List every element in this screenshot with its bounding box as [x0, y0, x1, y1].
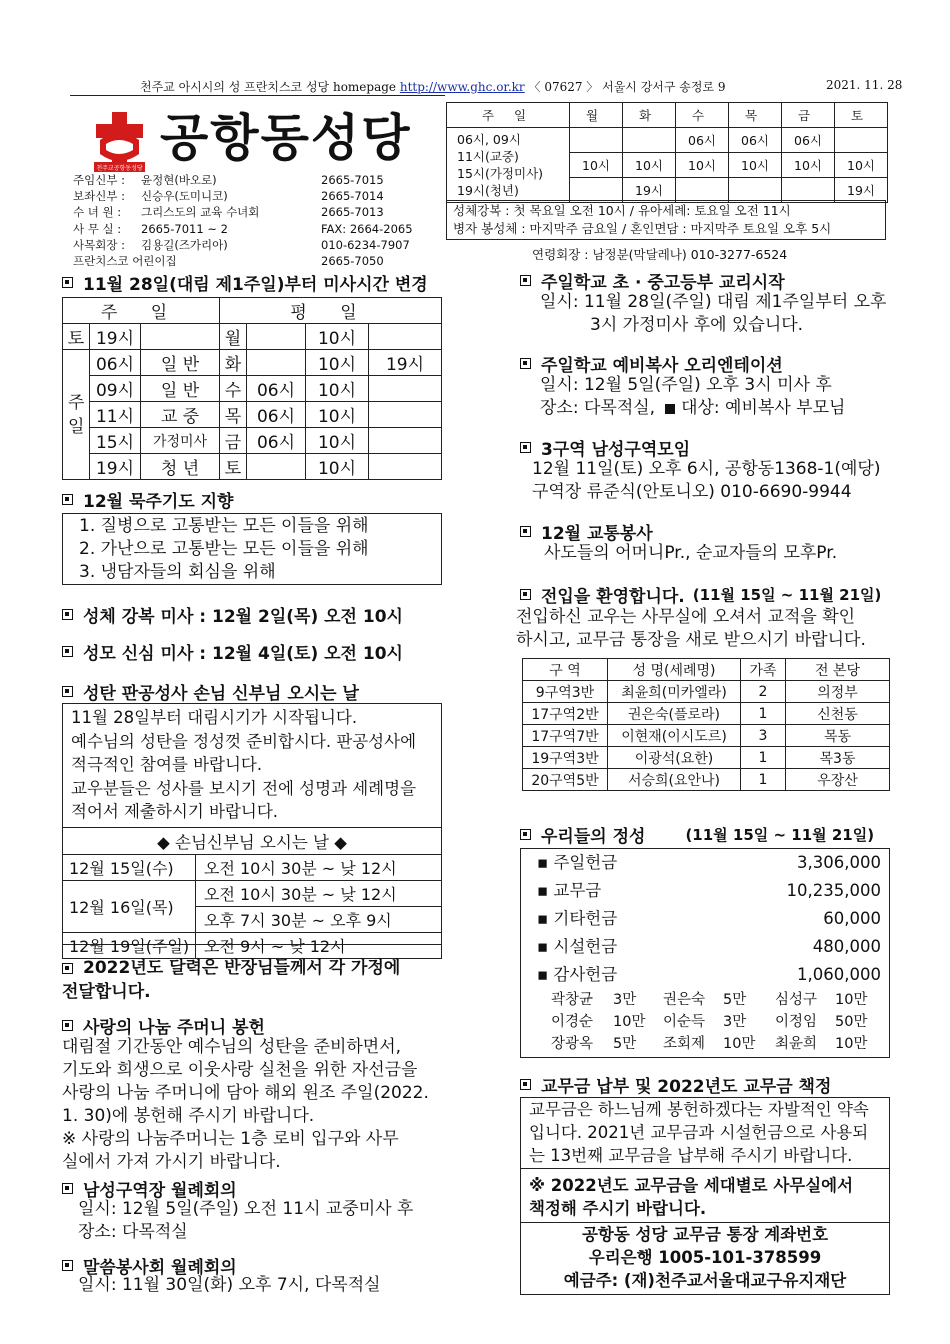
- table-cell: 3: [741, 725, 786, 747]
- offering-row: [521, 961, 889, 989]
- staff-name: 윤정현(바오로): [141, 173, 217, 187]
- account-label: 공항동 성당 교무금 통장 계좌번호: [581, 1225, 829, 1244]
- table-row: [523, 747, 890, 769]
- table-cell: 오전 10시 30분 ~ 낮 12시: [196, 881, 442, 907]
- mass-cell: 교 중: [141, 402, 220, 428]
- section-bullet-icon: [62, 1183, 73, 1194]
- table-header: 구 역: [523, 659, 608, 681]
- staff-phone: 2665-7015: [321, 173, 384, 187]
- staff-role: 사 무 실 :: [73, 221, 122, 236]
- offering-amount: 480,000: [812, 937, 881, 956]
- schedule-cell: [835, 128, 888, 153]
- homepage-label: homepage: [332, 80, 397, 94]
- schedule-cell: [676, 178, 729, 203]
- schedule-header: 주 일: [447, 103, 570, 128]
- mass-cell: 토: [220, 454, 247, 480]
- table-row: [63, 881, 442, 907]
- text-line: 일시: 11월 30일(화) 오후 7시, 다목적실: [78, 1275, 381, 1295]
- mass-cell: [369, 402, 442, 428]
- area3-text: [532, 458, 880, 504]
- offering-row: [521, 933, 889, 961]
- text-line: 전입하신 교우는 사무실에 오셔서 교적을 확인: [516, 607, 856, 627]
- text-line: 는 13번째 교무금을 납부해 주시기 바랍니다.: [529, 1146, 853, 1165]
- section-marian-mass: [62, 639, 403, 664]
- table-cell: 권은숙(플로라): [608, 703, 741, 725]
- dues-account: [520, 1222, 890, 1295]
- mass-change-table: [62, 297, 442, 480]
- mass-cell: 09시: [90, 376, 141, 402]
- section-title: 남성구역장 월례회의: [83, 1181, 237, 1201]
- mass-cell: 10시: [306, 350, 369, 376]
- mass-cell: 19시: [90, 324, 141, 350]
- mass-cell: 가정미사: [141, 428, 220, 454]
- section-bullet-icon: [520, 442, 531, 453]
- staff-row: [73, 221, 441, 237]
- text-line: 3시 가정미사 후에 있습니다.: [590, 315, 804, 335]
- offering-label: ▪ 감사헌금: [537, 965, 618, 984]
- square-bullet-icon: [665, 404, 675, 414]
- schedule-cell: 19시: [623, 178, 676, 203]
- section-traffic: [520, 519, 653, 544]
- section-bullet-icon: [520, 589, 531, 600]
- table-row: [523, 681, 890, 703]
- list-item: 1. 질병으로 고통받는 모든 이들을 위해: [79, 516, 369, 536]
- donor-name: 권은숙: [663, 992, 706, 1008]
- welcome-text: [516, 606, 892, 652]
- newcomers-table: [522, 658, 890, 791]
- love-pouch-text: [62, 1036, 454, 1174]
- dues-text: [521, 1098, 889, 1167]
- table-cell: 의정부: [786, 681, 890, 703]
- table-cell: 1: [741, 747, 786, 769]
- text-line: 교무금은 하느님께 봉헌하겠다는 자발적인 약속: [529, 1100, 869, 1119]
- mass-table-row: [63, 324, 442, 350]
- staff-name: 신승우(도미니코): [141, 189, 228, 204]
- bulletin-date: 2021. 11. 28: [826, 78, 903, 92]
- table-cell: 12월 16일(목): [63, 881, 196, 933]
- section-title: 사랑의 나눔 주머니 봉헌: [83, 1018, 265, 1038]
- section-title: 주일학교 예비복사 오리엔테이션: [541, 356, 783, 376]
- staff-row: [73, 172, 441, 188]
- table-row: [63, 933, 442, 959]
- offering-amount: 1,060,000: [797, 965, 881, 984]
- offering-amount: 60,000: [823, 909, 881, 928]
- text-line: 하시고, 교무금 통장을 새로 받으시기 바랍니다.: [516, 630, 866, 650]
- mass-table-row: [63, 376, 442, 402]
- table-cell: 12월 15일(수): [63, 855, 196, 881]
- address: 〈 07627 〉 서울시 강서구 송정로 9: [528, 80, 726, 94]
- dues-notice: [529, 1174, 853, 1220]
- schedule-header: 화: [623, 103, 676, 128]
- schedule-cell: 10시: [729, 153, 782, 178]
- schedule-cell: 10시: [676, 153, 729, 178]
- table-cell: 9구역3반: [523, 681, 608, 703]
- mass-cell: 10시: [306, 402, 369, 428]
- offering-row: [521, 877, 889, 905]
- schedule-row: [447, 128, 888, 153]
- schedule-header-row: [447, 103, 888, 128]
- staff-phone: 2665-7050: [321, 254, 384, 269]
- parish-logo: [92, 110, 147, 172]
- mass-header-weekday: 평 일: [220, 298, 442, 324]
- table-row: [523, 725, 890, 747]
- table-cell: 서승희(요안나): [608, 769, 741, 791]
- schedule-cell: 10시: [623, 153, 676, 178]
- staff-row: [73, 237, 441, 253]
- offering-box: [520, 848, 890, 1058]
- table-row: [523, 703, 890, 725]
- mass-sunday-label: [63, 350, 90, 480]
- section-bullet-icon: [62, 686, 73, 697]
- sunday-school-text: [540, 291, 886, 337]
- schedule-cell: 06시: [729, 128, 782, 153]
- staff-name: 2665-7011 ~ 2: [141, 221, 228, 236]
- schedule-cell: 19시: [835, 178, 888, 203]
- altar-server-text: [540, 374, 845, 420]
- section-title: 성탄 판공성사 손님 신부님 오시는 날: [83, 684, 359, 704]
- text-line: ※ 사랑의 나눔주머니는 1층 로비 입구와 사무: [62, 1129, 399, 1149]
- list-item: 3. 냉담자들의 회심을 위해: [79, 562, 276, 582]
- donor-name: 곽창균: [551, 992, 594, 1008]
- schedule-header: 금: [782, 103, 835, 128]
- staff-row: [73, 204, 441, 220]
- text-line: 책정해 주시기 바랍니다.: [529, 1199, 707, 1218]
- offering-label: ▪ 기타헌금: [537, 909, 618, 928]
- offering-label: ▪ 주일헌금: [537, 853, 618, 872]
- mass-cell: 06시: [90, 350, 141, 376]
- text-line: 적극적인 참여를 바랍니다.: [71, 755, 263, 774]
- text-line: 교우분들은 성사를 보시기 전에 성명과 세례명을: [71, 778, 417, 798]
- staff-role: 프란치스코 어린이집: [73, 254, 177, 269]
- section-bullet-icon: [520, 1079, 531, 1090]
- table-cell: 목3동: [786, 747, 890, 769]
- offering-row: [521, 905, 889, 933]
- schedule-cell: 10시: [570, 153, 623, 178]
- schedule-note: 병자 봉성체 : 마지막주 금요일 / 혼인면담 : 마지막주 토요일 오후 5시: [453, 221, 832, 236]
- section-period: (11월 15일 ~ 11월 21일): [692, 586, 882, 604]
- section-offering: [520, 822, 874, 847]
- section-title: 2022년도 달력은 반장님들께서 각 가정에: [83, 958, 401, 978]
- table-cell: 1: [741, 703, 786, 725]
- mass-cell: 금: [220, 428, 247, 454]
- mass-cell: 화: [220, 350, 247, 376]
- schedule-header: 토: [835, 103, 888, 128]
- offering-label: ▪ 교무금: [537, 881, 602, 900]
- section-dues: [520, 1072, 831, 1097]
- mass-cell: 15시: [90, 428, 141, 454]
- text-line: 일시: 12월 5일(주일) 오후 3시 미사 후: [540, 375, 832, 395]
- table-cell: 2: [741, 681, 786, 703]
- table-cell: 이현재(이시도르): [608, 725, 741, 747]
- svg-text:천주교공항동성당: 천주교공항동성당: [96, 165, 143, 172]
- mass-cell: [247, 454, 306, 480]
- section-area3: [520, 435, 690, 460]
- staff-name: 그리스도의 교육 수녀회: [141, 205, 260, 220]
- section-rosary: [62, 487, 233, 512]
- section-calendar: [62, 956, 452, 1004]
- mass-header-sunday: 주 일: [63, 298, 220, 324]
- mass-table-row: [63, 454, 442, 480]
- mass-cell: 일 반: [141, 350, 220, 376]
- text-line: 예수님의 성탄을 정성껏 준비합시다. 판공성사에: [71, 731, 417, 751]
- donor-amount: 10만: [835, 1036, 868, 1052]
- confession-schedule-table: [62, 827, 442, 959]
- text-line: 일시: 11월 28일(주일) 대림 제1주일부터 오후: [540, 292, 887, 312]
- section-bullet-icon: [62, 1260, 73, 1271]
- offering-amount: 3,306,000: [797, 853, 881, 872]
- staff-phone: 010-6234-7907: [321, 237, 410, 252]
- homepage-link[interactable]: http://www.ghc.or.kr: [399, 80, 525, 94]
- section-title: 11월 28일(대림 제1주일)부터 미사시간 변경: [83, 275, 428, 295]
- section-bullet-icon: [62, 1020, 73, 1031]
- text-line: 실에서 가져 가시기 바랍니다.: [62, 1152, 281, 1172]
- table-cell: 오전 10시 30분 ~ 낮 12시: [196, 855, 442, 881]
- schedule-note: 성체강복 : 첫 목요일 오전 10시 / 유아세례: 토요일 오전 11시: [453, 203, 791, 218]
- schedule-header: 목: [729, 103, 782, 128]
- section-title: 주일학교 초 · 중고등부 교리시작: [541, 273, 785, 293]
- section-adoration: [62, 602, 403, 627]
- table-cell: 이광석(요한): [608, 747, 741, 769]
- traffic-text: [544, 542, 837, 565]
- schedule-cell: 10시: [835, 153, 888, 178]
- table-cell: 오후 7시 30분 ~ 오후 9시: [196, 907, 442, 933]
- table-row: [63, 855, 442, 881]
- mass-table-row: [63, 350, 442, 376]
- section-bullet-icon: [62, 963, 73, 974]
- staff-row: [73, 188, 441, 204]
- section-welcome: [520, 582, 881, 607]
- dues-box: [520, 1097, 890, 1295]
- table-cell: 17구역7반: [523, 725, 608, 747]
- staff-role: 사목회장 :: [73, 237, 125, 252]
- text-line: 적어서 제출하시기 바랍니다.: [71, 802, 279, 821]
- table-cell: 20구역5반: [523, 769, 608, 791]
- section-period: (11월 15일 ~ 11월 21일): [685, 826, 875, 844]
- section-title: 말씀봉사회 월례회의: [83, 1258, 237, 1278]
- account-holder: 예금주: (재)천주교서울대교구유지재단: [563, 1271, 847, 1290]
- text-line: 12월 11일(토) 오후 6시, 공항동1368-1(예당): [532, 459, 881, 479]
- page-title: 공항동성당: [160, 109, 412, 167]
- table-header-row: [523, 659, 890, 681]
- text-line: 사도들의 어머니Pr., 순교자들의 모후Pr.: [544, 543, 838, 563]
- staff-phone: FAX: 2664-2065: [321, 221, 413, 236]
- staff-role: 수 녀 원 :: [73, 205, 122, 220]
- section-title: 12월 교통봉사: [541, 524, 653, 544]
- section-sunday-school: [520, 268, 785, 293]
- mass-cell: 수: [220, 376, 247, 402]
- mass-cell: 목: [220, 402, 247, 428]
- mass-cell: 06시: [247, 428, 306, 454]
- staff-directory: [73, 172, 441, 269]
- section-title: 성모 신심 미사 : 12월 4일(토) 오전 10시: [83, 644, 403, 664]
- offering-label: ▪ 시설헌금: [537, 937, 618, 956]
- staff-phone: 2665-7014: [321, 189, 384, 204]
- mass-cell: [369, 376, 442, 402]
- district-meeting-text: [78, 1198, 413, 1244]
- text-line: 입니다. 2021년 교무금과 시설헌금으로 사용되: [529, 1123, 869, 1142]
- donor-name: 최윤희: [775, 1036, 818, 1052]
- section-title: 3구역 남성구역모임: [541, 440, 691, 460]
- donor-amount: 5만: [723, 992, 747, 1008]
- donor-amount: 3만: [723, 1014, 747, 1030]
- table-cell: 1: [741, 769, 786, 791]
- schedule-cell: 06시: [782, 128, 835, 153]
- donor-name: 이경순: [551, 1014, 594, 1030]
- confession-box: [62, 703, 442, 956]
- mass-cell: [369, 324, 442, 350]
- section-title: 성체 강복 미사 : 12월 2일(목) 오전 10시: [83, 607, 403, 627]
- parish-name: 천주교 아시시의 성 프란치스코 성당: [140, 80, 330, 94]
- table-cell: 19구역3반: [523, 747, 608, 769]
- sunday-time: 06시, 09시: [457, 132, 521, 147]
- rosary-list: [62, 513, 442, 585]
- staff-role: 주임신부 :: [73, 173, 125, 187]
- mass-cell: 청 년: [141, 454, 220, 480]
- text-line: 기도와 희생으로 이웃사랑 실천을 위한 자선금을: [62, 1060, 418, 1080]
- section-title: 우리들의 정성: [541, 827, 646, 847]
- schedule-header: 월: [570, 103, 623, 128]
- mass-cell: [247, 324, 306, 350]
- donor-name: 이순득: [663, 1014, 706, 1030]
- mass-table-header: [63, 298, 442, 324]
- mass-table-row: [63, 402, 442, 428]
- staff-role: 보좌신부 :: [73, 189, 125, 204]
- mass-cell: [247, 350, 306, 376]
- text-line: 사랑의 나눔 주머니에 담아 해외 원조 주일(2022.: [62, 1083, 429, 1103]
- staff-phone: 2665-7013: [321, 205, 384, 220]
- table-cell: 오전 9시 ~ 낮 12시: [196, 933, 442, 959]
- section-bullet-icon: [62, 609, 73, 620]
- donor-name: 심성구: [775, 992, 818, 1008]
- mass-cell: 10시: [306, 454, 369, 480]
- text-line: 1. 30)에 봉헌해 주시기 바랍니다.: [62, 1106, 315, 1126]
- mass-cell: [141, 324, 220, 350]
- confession-schedule-header: ◆ 손님신부님 오시는 날 ◆: [63, 828, 442, 855]
- schedule-cell: 10시: [782, 153, 835, 178]
- text-line: 일시: 12월 5일(주일) 오전 11시 교중미사 후: [78, 1199, 414, 1219]
- section-bullet-icon: [62, 646, 73, 657]
- schedule-cell: 06시: [676, 128, 729, 153]
- section-title: 12월 묵주기도 지향: [83, 492, 234, 512]
- mass-cell: 10시: [306, 376, 369, 402]
- section-bullet-icon: [520, 526, 531, 537]
- table-cell: 최윤희(미카엘라): [608, 681, 741, 703]
- table-cell: 우장산: [786, 769, 890, 791]
- sunday-time: 11시(교중): [457, 149, 519, 164]
- mass-sunday-text: 주 일: [68, 392, 85, 437]
- sunday-time: 15시(가정미사): [457, 166, 544, 181]
- sunday-time: 19시(청년): [457, 183, 519, 198]
- table-header: 성 명(세례명): [608, 659, 741, 681]
- account-number: 우리은행 1005-101-378599: [588, 1248, 822, 1267]
- donor-name: 이정임: [775, 1014, 818, 1030]
- donor-amount: 3만: [613, 992, 637, 1008]
- mass-cell: 일 반: [141, 376, 220, 402]
- section-bullet-icon: [520, 275, 531, 286]
- header-line: [140, 78, 726, 95]
- mass-cell: 월: [220, 324, 247, 350]
- schedule-header: 수: [676, 103, 729, 128]
- text-line: 대림절 기간동안 예수님의 성탄을 준비하면서,: [62, 1037, 402, 1057]
- mass-cell: 19시: [90, 454, 141, 480]
- thanksgiving-donors: [521, 989, 889, 1055]
- donor-amount: 10만: [835, 992, 868, 1008]
- table-cell: 목동: [786, 725, 890, 747]
- donor-name: 조회제: [663, 1036, 706, 1052]
- table-header: 전 본당: [786, 659, 890, 681]
- table-header: 가족: [741, 659, 786, 681]
- schedule-cell: [623, 128, 676, 153]
- mass-cell: 19시: [369, 350, 442, 376]
- section-mass-change: [62, 270, 428, 295]
- staff-row: [73, 253, 441, 269]
- mass-cell: [369, 454, 442, 480]
- section-bullet-icon: [62, 277, 73, 288]
- mass-cell: 10시: [306, 428, 369, 454]
- mass-cell: 06시: [247, 376, 306, 402]
- confession-text: [63, 704, 441, 826]
- schedule-cell: [729, 178, 782, 203]
- mass-cell: 10시: [306, 324, 369, 350]
- donor-amount: 10만: [723, 1036, 756, 1052]
- section-bullet-icon: [62, 494, 73, 505]
- section-title: 전입을 환영합니다.: [541, 587, 685, 607]
- divider: [520, 1168, 890, 1169]
- donor-amount: 5만: [613, 1036, 637, 1052]
- section-bullet-icon: [520, 829, 531, 840]
- donor-amount: 10만: [613, 1014, 646, 1030]
- text-line: 장소: 다목적실,: [540, 398, 656, 418]
- mass-cell: 06시: [247, 402, 306, 428]
- section-title: 교무금 납부 및 2022년도 교무금 책정: [541, 1077, 832, 1097]
- text-line: 구역장 류준식(안토니오) 010-6690-9944: [532, 482, 852, 502]
- schedule-notes: [446, 200, 886, 240]
- mass-table-row: [63, 428, 442, 454]
- section-bullet-icon: [520, 358, 531, 369]
- table-cell: 신천동: [786, 703, 890, 725]
- section-confession: [62, 679, 359, 704]
- list-item: 2. 가난으로 고통받는 모든 이들을 위해: [79, 539, 369, 559]
- schedule-cell: [570, 178, 623, 203]
- text-line: 장소: 다목적실: [78, 1222, 188, 1242]
- word-ministry-text: [78, 1274, 381, 1297]
- text-line: 대상: 예비복사 부모님: [681, 398, 846, 418]
- text-line: ※ 2022년도 교무금을 세대별로 사무실에서: [529, 1176, 854, 1195]
- donor-name: 장광옥: [551, 1036, 594, 1052]
- table-row: [523, 769, 890, 791]
- offering-amount: 10,235,000: [786, 881, 881, 900]
- schedule-cell: [782, 178, 835, 203]
- offering-row: [521, 849, 889, 877]
- donor-amount: 50만: [835, 1014, 868, 1030]
- section-altar-server: [520, 351, 783, 376]
- header-rule: [70, 95, 445, 96]
- table-cell: 12월 19일(주일): [63, 933, 196, 959]
- table-cell: 17구역2반: [523, 703, 608, 725]
- text-line: 11월 28일부터 대림시기가 시작됩니다.: [71, 708, 358, 727]
- funeral-committee-contact: 연령회장 : 남정분(막달레나) 010-3277-6524: [532, 247, 788, 262]
- mass-cell: 11시: [90, 402, 141, 428]
- schedule-cell: [570, 128, 623, 153]
- mass-schedule-table: [446, 102, 888, 203]
- sunday-times: [447, 128, 570, 203]
- section-title-cont: 전달합니다.: [62, 982, 151, 1002]
- mass-cell: [369, 428, 442, 454]
- staff-name: 김용길(즈가리아): [141, 237, 228, 252]
- section-love-pouch: [62, 1013, 265, 1038]
- mass-cell: 토: [63, 324, 90, 350]
